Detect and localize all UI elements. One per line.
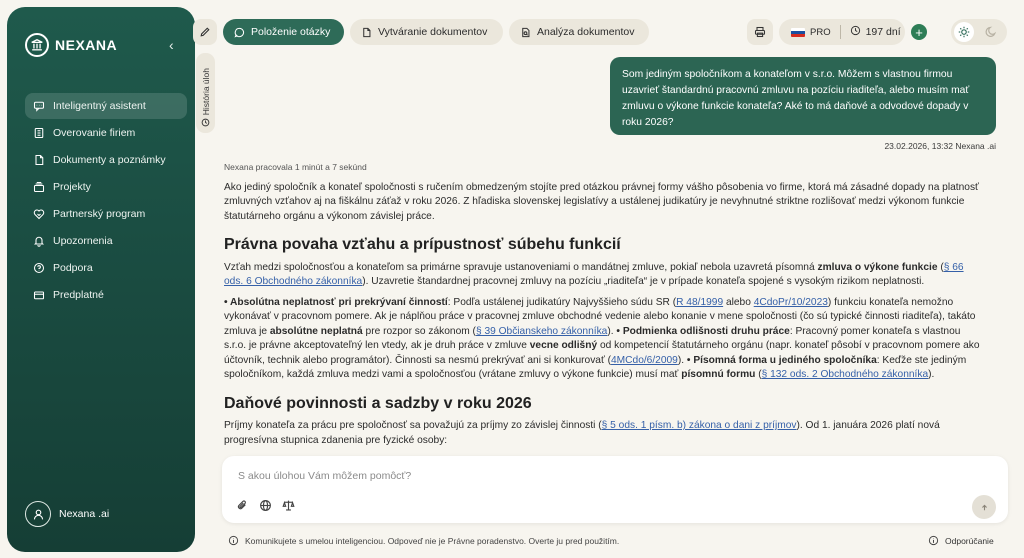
clock-icon: [850, 25, 861, 39]
sidebar-item-assistant[interactable]: [25, 93, 187, 119]
answer-paragraph: Príjmy konateľa za prácu pre spoločnosť sa považujú za príjmy zo závislej činnosti (§ 5 ods. 1 písm. b) zákona o dani z príjmov). Od 1. januára 2026 platí nová progresívna stupnica zdanenia pre fyzické osoby:: [224, 420, 940, 446]
section-heading-legal: Právna povaha vzťahu a prípustnosť súbehu funkcií: [224, 236, 621, 253]
slovakia-flag-icon: [791, 28, 805, 37]
tab-label: Vytváranie dokumentov: [378, 26, 488, 38]
law-link[interactable]: § 132 ods. 2 Obchodného zákonníka: [761, 369, 929, 380]
document-edit-icon: [361, 27, 372, 38]
building-icon: [33, 127, 45, 139]
task-history-tab[interactable]: [196, 53, 215, 133]
answer-paragraph: • Absolútna neplatnosť pri prekrývaní činností: Podľa ustálenej judikatúry Najvyššieho súdu SR (R 48/1999 alebo 4CdoPr/10/2023) funkciu konateľa nemožno vykonávať v pracovnom pomere. Ak je náplňou práce v pracovnej zmluve obchodné vedenie alebo konanie v mene spoločnosti (čo sú typické činnosti riaditeľa), takáto zmluva je absolútne neplatná pre rozpor so zákonom (§ 39 Občianskeho zákonníka). • Podmienka odlišnosti druhu práce: Pracovný pomer konateľa s vlastnou s.r.o. je právne akceptovateľný len vtedy, ak je druh práce v zmluve vecne odlišný od kompetencií štatutárneho orgánu (napr. konateľ pôsobí v pracovnom pomere ako účtovník, technik alebo programátor). Činnosti sa nesmú prekrývať ani si konkurovať (4MCdo/6/2009). • Písomná forma u jediného spoločníka: Keďže ste jediným spoločníkom, každá zmluva medzi vami a spoločnosťou (vrátane zmluvy o výkone funkcie) musí mať písomnú formu (§ 132 ods. 2 Obchodného zákonníka).: [224, 296, 980, 380]
divider: [840, 25, 841, 39]
tab-label: Analýza dokumentov: [537, 26, 635, 38]
collapse-sidebar-icon[interactable]: ‹: [169, 37, 174, 53]
sidebar-item-label: Projekty: [53, 181, 91, 193]
document-icon: [33, 154, 45, 166]
sidebar-item-label: Partnerský program: [53, 208, 146, 220]
days-remaining: 197 dní: [865, 26, 901, 38]
printer-icon: [754, 26, 766, 38]
chat-bubble-icon: [234, 27, 245, 38]
pencil-icon: [199, 26, 211, 38]
handshake-heart-icon: [33, 208, 45, 220]
prompt-input[interactable]: [238, 470, 838, 482]
chat-icon: [33, 100, 45, 112]
sidebar-item-notifications[interactable]: [25, 228, 187, 254]
sidebar-nav: [25, 93, 187, 309]
sidebar: [7, 7, 195, 552]
sidebar-item-label: Predplatné: [53, 289, 104, 301]
law-link[interactable]: § 39 Občianskeho zákonníka: [475, 325, 608, 337]
bell-icon: [33, 235, 45, 247]
new-chat-button[interactable]: [193, 19, 217, 45]
law-link[interactable]: 4CdoPr/10/2023: [753, 296, 828, 308]
card-icon: [33, 289, 45, 301]
app-name: NEXANA: [55, 37, 118, 53]
history-clock-icon: [201, 118, 210, 127]
sun-icon[interactable]: [954, 22, 974, 42]
user-profile[interactable]: [25, 501, 109, 527]
user-message: Som jediným spoločníkom a konateľom v s.r.o. Môžem s vlastnou firmou uzavrieť štandardnú pracovnú zmluvu na pozíciu riaditeľa, alebo musím mať zmluvu o výkone funkcie konateľa? Aké to má daňové a odvodové dopady v roku 2026?: [610, 57, 996, 135]
tab-ask-question[interactable]: [223, 19, 344, 45]
sidebar-item-label: Overovanie firiem: [53, 127, 136, 139]
send-arrow-icon: [979, 502, 990, 513]
worked-time: Nexana pracovala 1 minút a 7 sekúnd: [224, 162, 367, 172]
add-credit-button[interactable]: +: [911, 24, 927, 40]
assistant-answer: [224, 160, 982, 454]
send-button[interactable]: [972, 495, 996, 519]
user-icon: [32, 508, 45, 521]
composer: [222, 456, 1008, 523]
tab-analyze-documents[interactable]: [509, 19, 649, 45]
sidebar-item-partner-program[interactable]: [25, 201, 187, 227]
plan-status[interactable]: [779, 19, 905, 45]
history-label: História úloh: [200, 67, 211, 115]
plan-badge: PRO: [810, 26, 831, 38]
recommendation-label: Odporúčanie: [945, 535, 994, 546]
logo[interactable]: [25, 33, 117, 57]
info-icon: [228, 535, 239, 546]
sidebar-item-label: Dokumenty a poznámky: [53, 154, 166, 166]
info-icon: [928, 535, 939, 546]
columns-logo-icon: [25, 33, 49, 57]
sidebar-item-company-verification[interactable]: [25, 120, 187, 146]
globe-icon[interactable]: [259, 499, 272, 517]
document-search-icon: [520, 27, 531, 38]
sidebar-item-label: Upozornenia: [53, 235, 113, 247]
sidebar-item-label: Inteligentný asistent: [53, 100, 146, 112]
theme-toggle[interactable]: [951, 19, 1007, 45]
tab-create-documents[interactable]: [350, 19, 503, 45]
moon-icon[interactable]: [985, 25, 998, 43]
sidebar-item-label: Podpora: [53, 262, 93, 274]
law-link[interactable]: R 48/1999: [676, 296, 724, 308]
user-name: Nexana .ai: [59, 508, 110, 520]
tab-label: Položenie otázky: [251, 26, 331, 38]
scales-icon[interactable]: [282, 499, 295, 517]
sidebar-item-subscription[interactable]: [25, 282, 187, 308]
attach-icon[interactable]: [236, 499, 249, 517]
law-link[interactable]: § 66 ods. 6 Obchodného zákonníka: [224, 261, 964, 287]
answer-paragraph: Vzťah medzi spoločnosťou a konateľom sa primárne spravuje ustanoveniami o mandátnej zmluve, pokiaľ nebola uzavretá písomná zmluva o výkone funkcie (§ 66 ods. 6 Obchodného zákonníka). Uzavretie štandardnej pracovnej zmluvy na pozíciu „riaditeľa“ je v prípade konateľa spojené s vysokým rizikom neplatnosti.: [224, 261, 964, 287]
folder-icon: [33, 181, 45, 193]
law-link[interactable]: § 5 ods. 1 písm. b) zákona o dani z príjmov: [601, 420, 797, 431]
law-link[interactable]: 4MCdo/6/2009: [611, 354, 678, 366]
composer-tools: [236, 499, 295, 517]
print-button[interactable]: [747, 19, 773, 45]
help-icon: [33, 262, 45, 274]
sidebar-item-projects[interactable]: [25, 174, 187, 200]
section-heading-tax: Daňové povinnosti a sadzby v roku 2026: [224, 394, 532, 412]
avatar: [25, 501, 51, 527]
sidebar-item-documents[interactable]: [25, 147, 187, 173]
notice-text: Komunikujete s umelou inteligenciou. Odpoveď nie je Právne poradenstvo. Overte ju pred použitím.: [245, 535, 620, 546]
sidebar-item-support[interactable]: [25, 255, 187, 281]
message-meta: 23.02.2026, 13:32 Nexana .ai: [884, 141, 996, 151]
recommendation-link[interactable]: [928, 535, 994, 546]
answer-intro: Ako jediný spoločník a konateľ spoločnosti s ručením obmedzeným stojíte pred otázkou právnej formy vášho pôsobenia vo firme, ktorá má zásadné dopady na platnosť zmluvných vzťahov aj na fiškálnu záťaž v roku 2026. Z hľadiska slovenskej legislatívy a ustálenej judikatúry je nevyhnutné striktne rozlišovať medzi výkonom funkcie štatutárneho orgánu a výkonom závislej práce.: [224, 181, 979, 222]
ai-notice: [228, 535, 619, 546]
